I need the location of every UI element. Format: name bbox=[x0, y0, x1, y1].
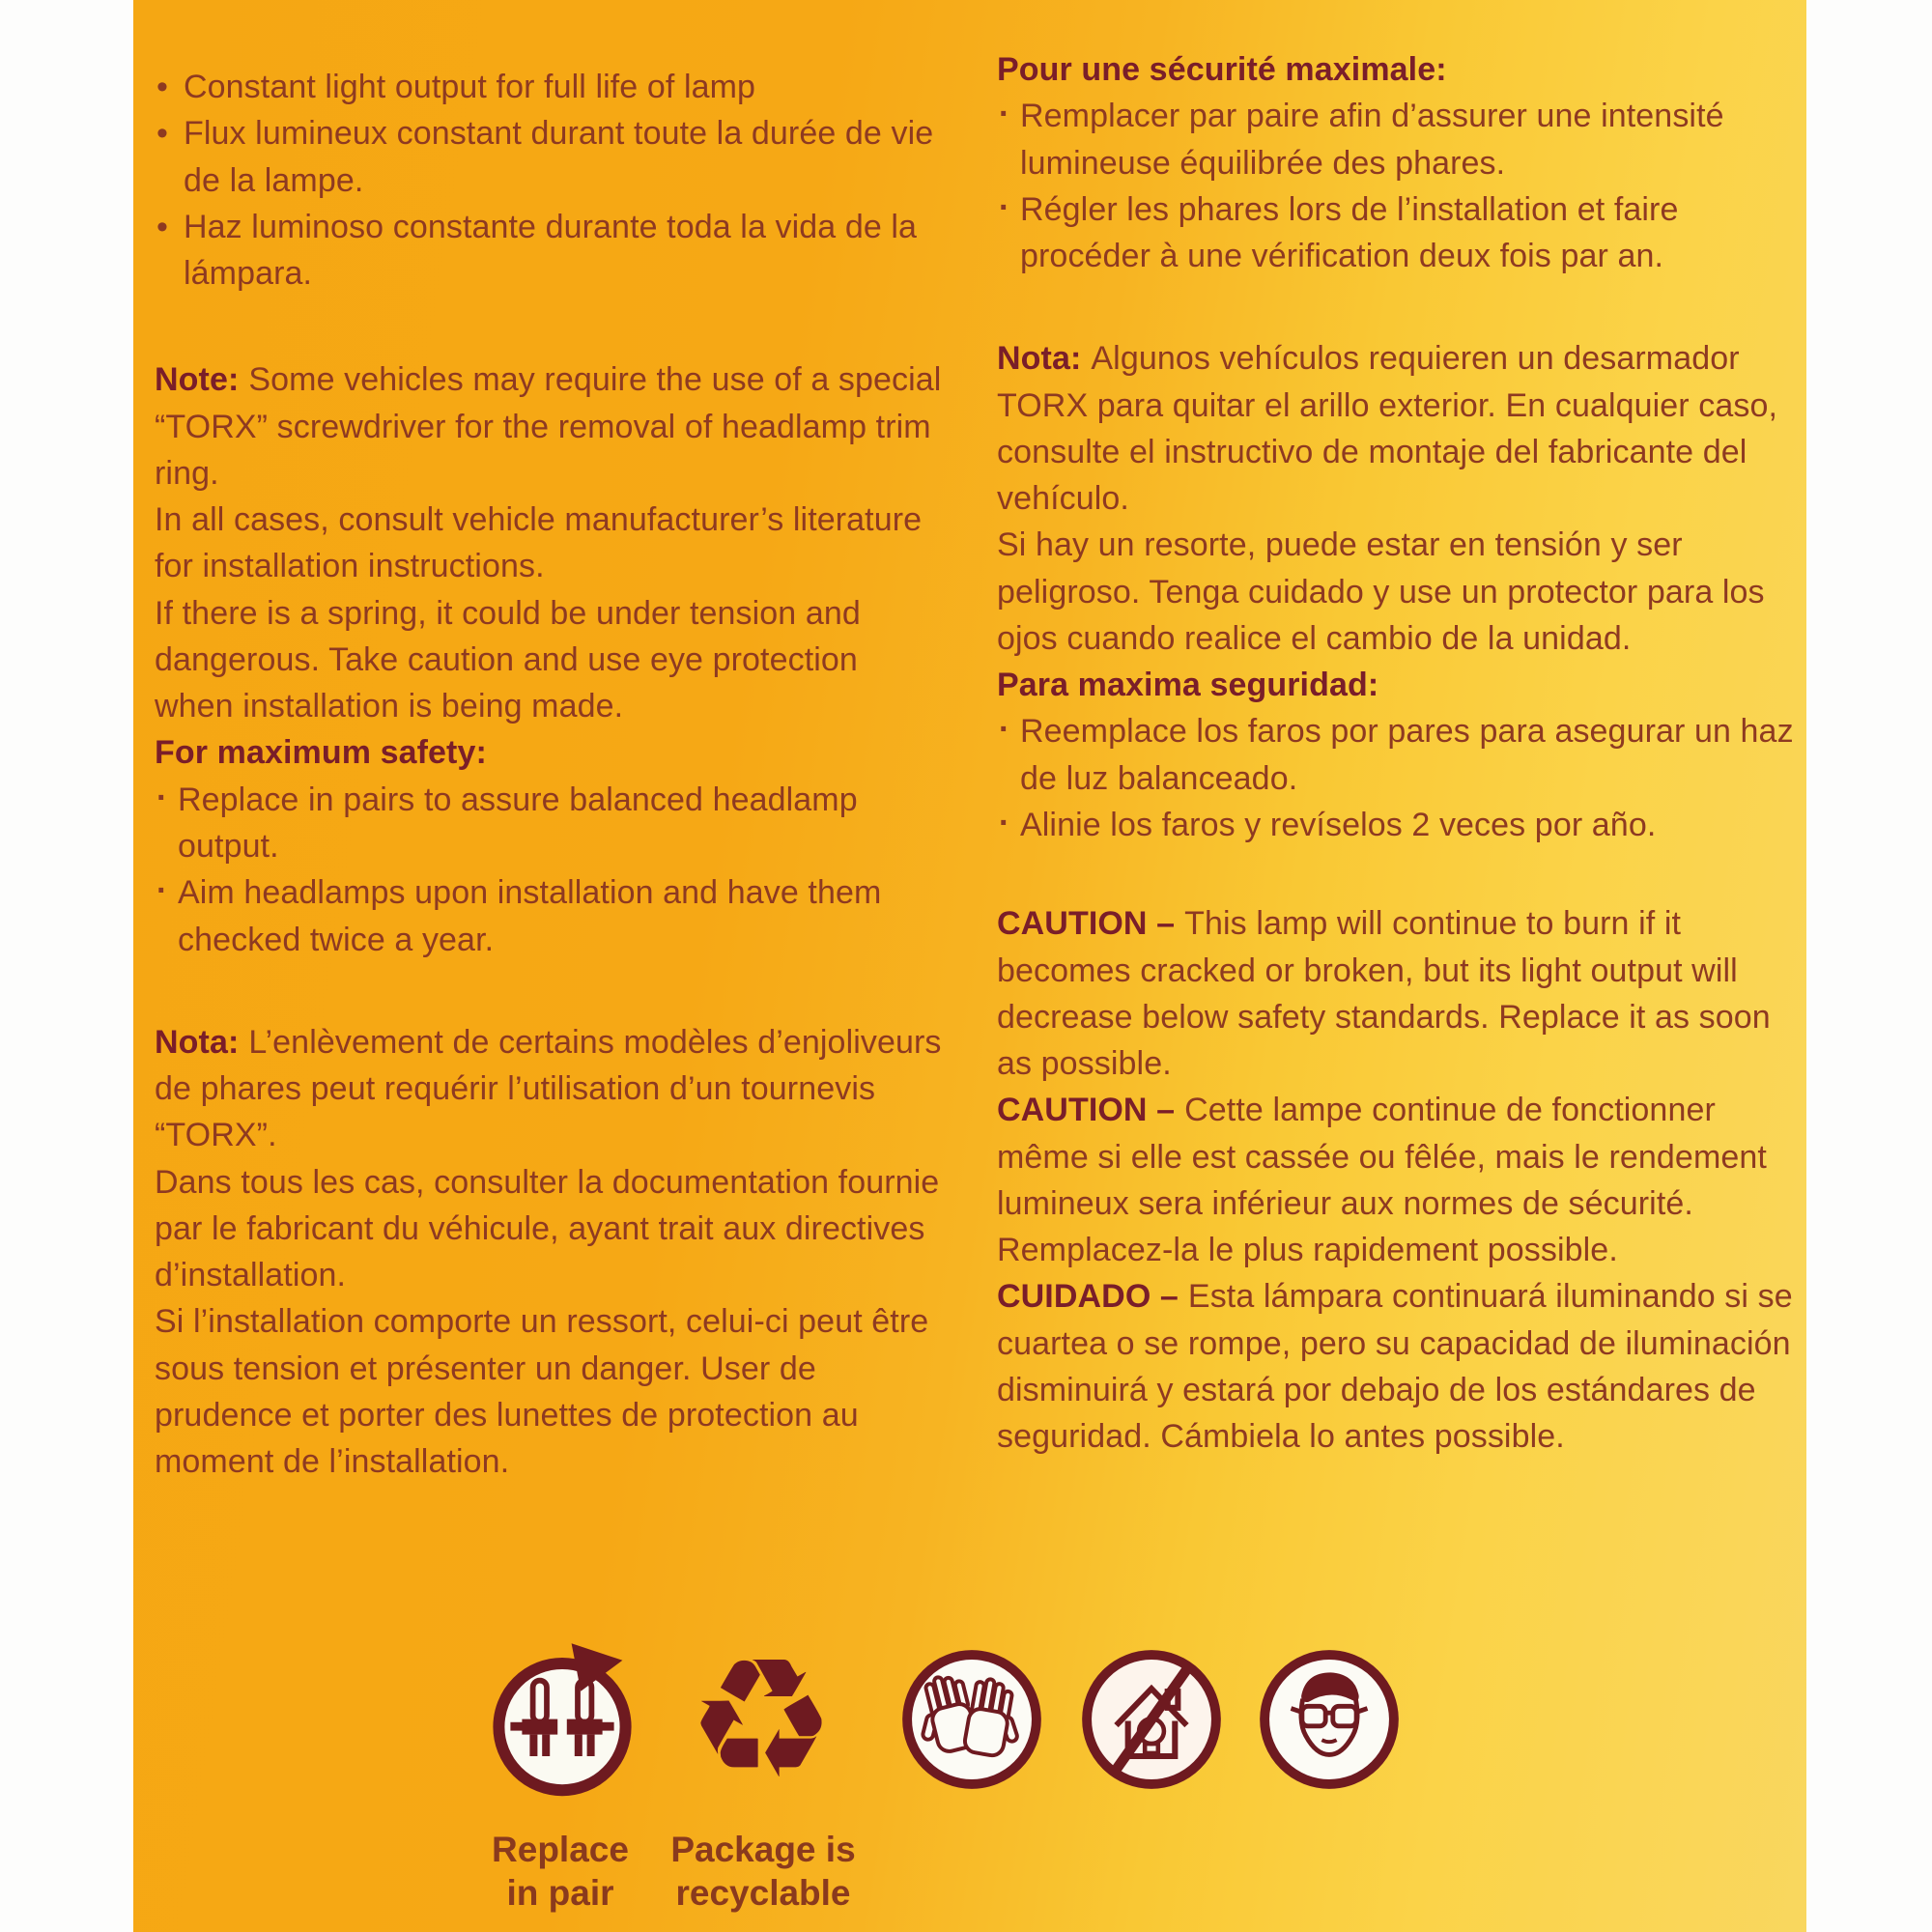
feature-bullet-en: • Constant light output for full life of lamp bbox=[155, 64, 945, 110]
note-paragraph: In all cases, consult vehicle manufacturer’s literature for installation instructions. bbox=[155, 501, 923, 585]
max-safety-block-fr bbox=[997, 46, 1806, 279]
max-safety-heading-es: Para maxima seguridad: bbox=[997, 667, 1379, 704]
right-text-column bbox=[997, 46, 1806, 1460]
feature-bullet-fr: • Flux lumineux constant durant toute la durée de vie de la lampe. bbox=[155, 110, 945, 204]
caution-label-fr: CAUTION – bbox=[997, 1092, 1176, 1129]
nota-block-es bbox=[997, 335, 1806, 662]
eye-protection-icon bbox=[1256, 1646, 1403, 1793]
no-household-use-icon bbox=[1078, 1646, 1225, 1793]
nota-paragraph-es: Nota: Algunos vehículos requieren un desarmador TORX para quitar el arillo exterior. En cualquier caso, consulte el instructivo de montaje del fabricante del vehículo. bbox=[997, 340, 1778, 518]
caution-paragraph-es: CUIDADO – Esta lámpara continuará iluminando si se cuartea o se rompe, pero su capacidad de iluminación disminuirá y estará por debajo de los estándares de seguridad. Cámbiela lo antes possible. bbox=[997, 1278, 1793, 1456]
max-safety-item: · Replace in pairs to assure balanced headlamp output. bbox=[155, 777, 945, 870]
replace-in-pair-icon bbox=[485, 1640, 639, 1803]
nota-paragraph-es: Si hay un resorte, puede estar en tensión y ser peligroso. Tenga cuidado y use un protector para los ojos cuando realice el cambio de la unidad. bbox=[997, 526, 1765, 657]
feature-bullet-list bbox=[155, 64, 945, 297]
max-safety-item-fr: · Remplacer par paire afin d’assurer une intensité lumineuse équilibrée des phares. bbox=[997, 93, 1806, 186]
max-safety-heading-en: For maximum safety: bbox=[155, 734, 487, 772]
note-block-en bbox=[155, 356, 945, 729]
caution-paragraph-fr: CAUTION – Cette lampe continue de fonctionner même si elle est cassée ou fêlée, mais le rendement lumineux sera inférieur aux normes de sécurité. Remplacez-la le plus rapidement possible. bbox=[997, 1092, 1767, 1269]
max-safety-block-es bbox=[997, 662, 1806, 848]
max-safety-item: · Aim headlamps upon installation and have them checked twice a year. bbox=[155, 869, 945, 963]
caution-label-en: CAUTION – bbox=[997, 905, 1176, 943]
note-paragraph: Note: Some vehicles may require the use of a special “TORX” screwdriver for the removal of headlamp trim ring. bbox=[155, 361, 942, 492]
recycle-icon: ♻ bbox=[686, 1622, 837, 1816]
max-safety-block-en bbox=[155, 729, 945, 962]
caution-paragraph-en: CAUTION – This lamp will continue to burn if it becomes cracked or broken, but its light output will decrease below safety standards. Replace it as soon as possible. bbox=[997, 905, 1771, 1083]
nota-label-fr: Nota: bbox=[155, 1023, 240, 1061]
package-recyclable-label: Package is recyclable bbox=[670, 1830, 856, 1914]
max-safety-item-es: · Reemplace los faros por pares para asegurar un haz de luz balanceado. bbox=[997, 708, 1806, 802]
note-paragraph: If there is a spring, it could be under tension and dangerous. Take caution and use eye protection when installation is being made. bbox=[155, 594, 861, 725]
replace-in-pair-label: Replace in pair bbox=[492, 1830, 629, 1914]
nota-label-es: Nota: bbox=[997, 340, 1082, 378]
max-safety-item-es: · Alinie los faros y revíselos 2 veces por año. bbox=[997, 802, 1806, 848]
feature-bullet-es: • Haz luminoso constante durante toda la vida de la lámpara. bbox=[155, 204, 945, 298]
note-label: Note: bbox=[155, 361, 240, 399]
nota-paragraph: Si l’installation comporte un ressort, celui-ci peut être sous tension et présenter un danger. User de prudence et porter des lunettes de protection au moment de l’installation. bbox=[155, 1303, 929, 1481]
max-safety-item-fr: · Régler les phares lors de l’installation et faire procéder à une vérification deux fois par an. bbox=[997, 186, 1806, 280]
max-safety-heading-fr: Pour une sécurité maximale: bbox=[997, 51, 1447, 88]
cuidado-label-es: CUIDADO – bbox=[997, 1278, 1179, 1316]
gloves-icon bbox=[898, 1646, 1045, 1793]
nota-paragraph: Dans tous les cas, consulter la documentation fournie par le fabricant du véhicule, ayant trait aux directives d’installation. bbox=[155, 1163, 940, 1294]
nota-block-fr bbox=[155, 1019, 945, 1486]
caution-block bbox=[997, 900, 1806, 1460]
nota-paragraph: Nota: L’enlèvement de certains modèles d’enjoliveurs de phares peut requérir l’utilisation d’un tournevis “TORX”. bbox=[155, 1023, 942, 1154]
left-text-column bbox=[155, 64, 945, 1485]
